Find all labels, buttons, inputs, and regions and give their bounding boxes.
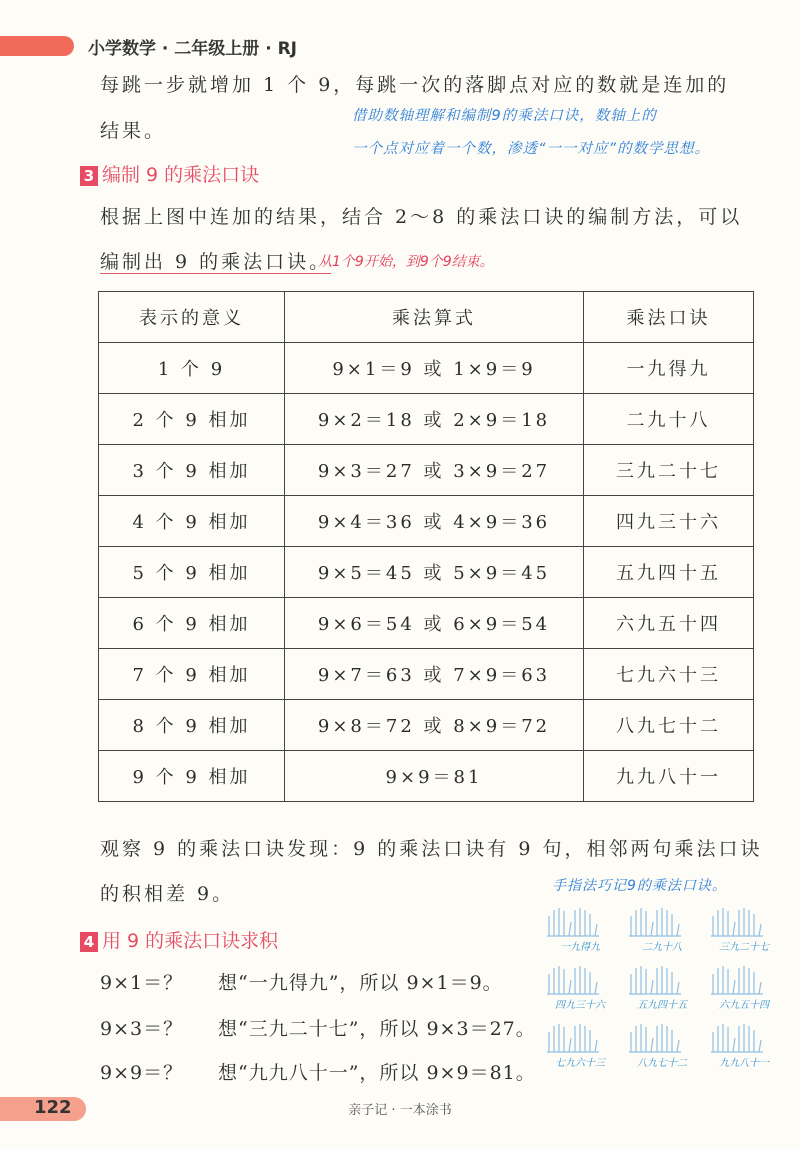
table-row: [99, 700, 754, 751]
hand-label: 八九七十二: [637, 1058, 687, 1069]
table-row: [99, 547, 754, 598]
section-3-heading: [80, 160, 259, 187]
table-row: [99, 496, 754, 547]
table-header: 乘法口诀: [584, 292, 754, 343]
exercise-question: 9×1＝？: [100, 972, 184, 994]
intro-line-2: 结果。: [100, 120, 167, 142]
section-3-para-2: 编制出 9 的乘法口诀。: [100, 251, 332, 273]
intro-line-1: 每跳一步就增加 1 个 9，每跳一次的落脚点对应的数就是连加的: [100, 74, 730, 96]
hand-pair-1: [545, 902, 615, 954]
table-row: [99, 343, 754, 394]
cell-meaning: 4 个 9 相加: [99, 496, 285, 547]
hand-label: 一九得九: [560, 942, 600, 953]
multiplication-table: [98, 291, 754, 802]
cell-rhyme: 三九二十七: [584, 445, 754, 496]
section-number: 3: [80, 166, 98, 186]
handwritten-note-hands: 手指法巧记9的乘法口诀。: [552, 878, 727, 894]
hand-pair-3: [709, 902, 779, 954]
cell-equation: 9×4＝36 或 4×9＝36: [285, 496, 584, 547]
cell-rhyme: 五九四十五: [584, 547, 754, 598]
section-title: 用 9 的乘法口诀求积: [102, 930, 279, 952]
cell-rhyme: 八九七十二: [584, 700, 754, 751]
cell-meaning: 7 个 9 相加: [99, 649, 285, 700]
table-row: [99, 445, 754, 496]
finger-trick-illustration: [545, 902, 780, 1072]
cell-meaning: 9 个 9 相加: [99, 751, 285, 802]
cell-equation: 9×7＝63 或 7×9＝63: [285, 649, 584, 700]
observation-line-1: 观察 9 的乘法口诀发现：9 的乘法口诀有 9 句，相邻两句乘法口诀: [100, 838, 763, 860]
cell-rhyme: 九九八十一: [584, 751, 754, 802]
cell-meaning: 2 个 9 相加: [99, 394, 285, 445]
exercise-answer: 想“一九得九”，所以 9×1＝9。: [218, 972, 503, 994]
cell-rhyme: 二九十八: [584, 394, 754, 445]
table-header: 表示的意义: [99, 292, 285, 343]
table-row: [99, 598, 754, 649]
hand-pair-8: [627, 1018, 697, 1070]
book-title: 小学数学 · 二年级上册 · RJ: [88, 39, 298, 59]
cell-equation: 9×2＝18 或 2×9＝18: [285, 394, 584, 445]
exercise-answer: 想“九九八十一”，所以 9×9＝81。: [218, 1062, 536, 1084]
hand-label: 六九五十四: [719, 1000, 769, 1011]
header-tab: [0, 36, 74, 56]
hand-label: 三九二十七: [719, 942, 769, 953]
table-row: [99, 394, 754, 445]
hand-label: 九九八十一: [719, 1058, 769, 1069]
handwritten-note-1: 借助数轴理解和编制9的乘法口诀，数轴上的: [352, 108, 657, 124]
hand-label: 五九四十五: [637, 1000, 687, 1011]
cell-equation: 9×1＝9 或 1×9＝9: [285, 343, 584, 394]
cell-rhyme: 六九五十四: [584, 598, 754, 649]
cell-meaning: 1 个 9: [99, 343, 285, 394]
table-header-row: [99, 292, 754, 343]
cell-meaning: 3 个 9 相加: [99, 445, 285, 496]
cell-rhyme: 四九三十六: [584, 496, 754, 547]
table-row: [99, 649, 754, 700]
hand-pair-4: [545, 960, 615, 1012]
section-number: 4: [80, 932, 98, 952]
cell-equation: 9×5＝45 或 5×9＝45: [285, 547, 584, 598]
table-header: 乘法算式: [285, 292, 584, 343]
hand-pair-9: [709, 1018, 779, 1070]
cell-meaning: 6 个 9 相加: [99, 598, 285, 649]
hand-pair-7: [545, 1018, 615, 1070]
page-number: 122: [34, 1097, 72, 1118]
hand-label: 七九六十三: [555, 1058, 605, 1069]
handwritten-note-2: 一个点对应着一个数，渗透“一一对应”的数学思想。: [352, 141, 711, 157]
section-3-para-1: 根据上图中连加的结果，结合 2～8 的乘法口诀的编制方法，可以: [100, 206, 743, 228]
exercise-answer: 想“三九二十七”，所以 9×3＝27。: [218, 1018, 536, 1040]
hand-pair-6: [709, 960, 779, 1012]
cell-rhyme: 七九六十三: [584, 649, 754, 700]
cell-equation: 9×9＝81: [285, 751, 584, 802]
cell-rhyme: 一九得九: [584, 343, 754, 394]
hand-pair-5: [627, 960, 697, 1012]
hand-label: 二九十八: [642, 942, 682, 953]
cell-equation: 9×8＝72 或 8×9＝72: [285, 700, 584, 751]
hand-pair-2: [627, 902, 697, 954]
section-title: 编制 9 的乘法口诀: [102, 164, 260, 186]
cell-equation: 9×3＝27 或 3×9＝27: [285, 445, 584, 496]
handwritten-note-red: 从1个9开始，到9个9结束。: [318, 254, 494, 270]
cell-meaning: 5 个 9 相加: [99, 547, 285, 598]
exercise-question: 9×9＝？: [100, 1062, 184, 1084]
cell-meaning: 8 个 9 相加: [99, 700, 285, 751]
hand-label: 四九三十六: [555, 1000, 605, 1011]
footer-publisher: 亲子记 · 一本涂书: [348, 1103, 452, 1118]
observation-line-2: 的积相差 9。: [100, 883, 235, 905]
table-row: [99, 751, 754, 802]
cell-equation: 9×6＝54 或 6×9＝54: [285, 598, 584, 649]
section-4-heading: [80, 926, 278, 953]
exercise-question: 9×3＝？: [100, 1018, 184, 1040]
